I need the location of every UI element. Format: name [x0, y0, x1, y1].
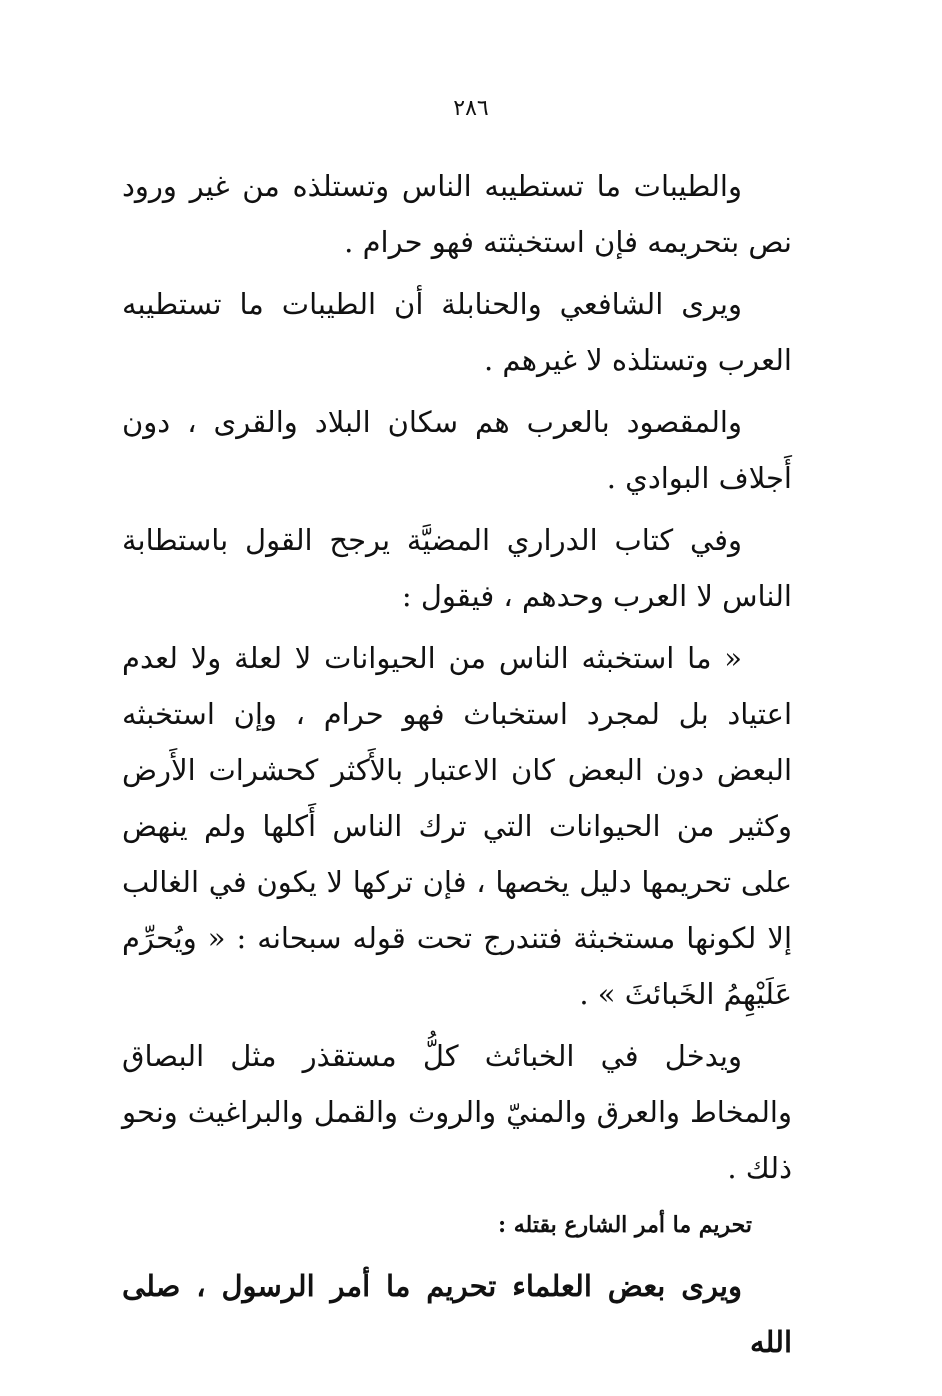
paragraph-shafii-hanabila-view: ويرى الشافعي والحنابلة أن الطيبات ما تستطيبه العرب وتستلذه لا غيرهم . — [122, 287, 792, 377]
paragraph-quotation: « ما استخبثه الناس من الحيوانات لا لعلة ولا لعدم اعتياد بل لمجرد استخباث فهو حرام ، وإن استخبثه البعض دون البعض كان الاعتبار بالأَكثر كحشرات الأَرض وكثير من الحيوانات التي ترك الناس أَكلها ولم ينهض على تحريمها دليل يخصها ، فإن تركها لا يكون في الغالب إلا لكونها مستخبثة فتندرج تحت قوله سبحانه : « ويُحرِّم عَلَيْهِمُ الخَبائثَ » . — [122, 641, 792, 1011]
paragraph-meaning-of-arabs: والمقصود بالعرب هم سكان البلاد والقرى ، دون أَجلاف البوادي . — [122, 405, 792, 495]
page-number: ٢٨٦ — [453, 96, 489, 121]
paragraph-last: ويرى بعض العلماء تحريم ما أمر الرسول ، صلى الله — [122, 1269, 792, 1359]
body-text — [122, 158, 792, 1376]
paragraph-durari-book: وفي كتاب الدراري المضيَّة يرجح القول باستطابة الناس لا العرب وحدهم ، فيقول : — [122, 523, 792, 613]
paragraph-tayyibat-definition: والطيبات ما تستطيبه الناس وتستلذه من غير ورود نص بتحريمه فإن استخبثته فهو حرام . — [122, 169, 792, 259]
section-heading: تحريم ما أمر الشارع بقتله : — [497, 1212, 752, 1238]
paragraph-khabaith-examples: ويدخل في الخبائث كلُّ مستقذر مثل البصاق والمخاط والعرق والمنيّ والروث والقمل والبراغيث ونحو ذلك . — [122, 1039, 792, 1185]
